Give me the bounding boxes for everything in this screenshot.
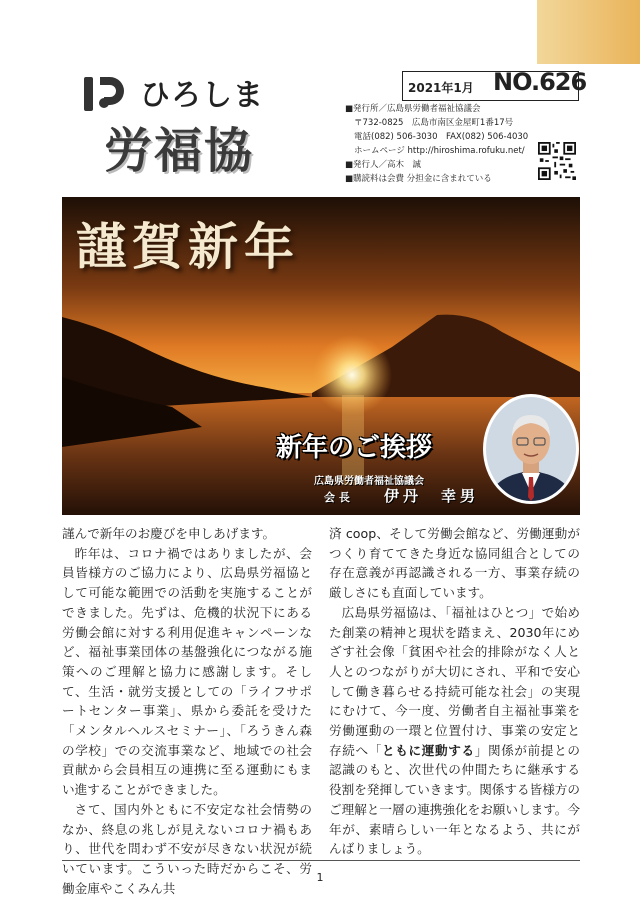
- issuer-line: ■発行人／高木 誠: [345, 160, 422, 170]
- paragraph: [329, 603, 580, 859]
- body-column-right: [329, 524, 580, 859]
- rofuku-logo-icon: [82, 73, 126, 113]
- sunset-photo: [62, 197, 580, 515]
- author-name: 伊丹 幸男: [384, 487, 480, 505]
- paragraph: 昨年は、コロナ禍ではありましたが、会員皆様方のご協力により、広島県労福協として可能な範囲での活動を実施することができました。先ずは、危機的状況下にある労働会館に対する利用促進キャンペーンなど、福祉事業団体の基盤強化につながる施策へのご理解と協力に感謝します。そして、生活・就労支援としての「ライフサポートセンター事業」、県から委託を受けた「メンタルヘルスセミナー」、「ろうきん森の学校」での交流事業など、地域での社会貢献から会員相互の連携に至る運動にもまい進することができました。: [62, 545, 312, 798]
- paragraph-text: 」関係が前提との認識のもと、次世代の仲間たちに継承する役割を発揮していきます。関係する皆様方のご理解と一層の連携強化をお願いします。今年が、素晴らしい一年となるよう、共にがんばりましょう。: [329, 742, 581, 857]
- issue-date: 2021年1月: [408, 81, 474, 95]
- address-line: 〒732-0825 広島市南区金屋町1番17号: [354, 118, 514, 128]
- logo-text-top: ひろしま: [140, 78, 264, 113]
- paragraph: さて、国内外ともに不安定な社会情勢のなか、終息の兆しが見えないコロナ禍もあり、世代を問わず不安が尽きない状況が続いています。こういった時だからこそ、労働金庫やこくみん共: [62, 801, 312, 896]
- greeting-heading: 新年のご挨拶: [276, 433, 433, 463]
- page-number: 1: [316, 871, 324, 884]
- qr-code-icon: [538, 142, 576, 180]
- organization-name: 広島県労働者福祉協議会: [314, 476, 424, 487]
- corner-decoration: [537, 0, 640, 64]
- author-role: 会 長: [324, 491, 350, 504]
- phone-line: 電話(082) 506-3030 FAX(082) 506-4030: [354, 132, 529, 142]
- paragraph: 謹んで新年のお慶びを申しあげます。: [62, 526, 276, 541]
- footer-divider: [62, 860, 580, 861]
- hero-title: 謹賀新年: [76, 217, 300, 276]
- subscription-line: ■購読料は会費 分担金に含まれている: [345, 174, 492, 184]
- logo-text-big: 労福協: [104, 123, 255, 179]
- body-column-left: [62, 524, 312, 898]
- publisher-line: ■発行所／広島県労働者福祉協議会: [345, 104, 481, 114]
- paragraph-text: 広島県労福協は、「福祉はひとつ」で始めた創業の精神と現状を踏まえ、2030年にめざす社会像「貧困や社会的排除がなく人と人とのつながりが大切にされ、平和で安心して働き暮らせる持続可能な社会」の実現にむけて、今一度、労働者自主福祉事業を労働運動の一環と位置付け、事業の安定と存続へ「: [329, 604, 580, 758]
- chairman-portrait: [482, 393, 580, 505]
- paragraph: 済 coop、そして労働会館など、労働運動がつくり育ててきた身近な協同組合としての存在意義が再認識される一方、事業存続の厳しさにも直面しています。: [329, 526, 580, 601]
- emphasis-phrase: ともに運動する: [381, 742, 475, 758]
- issue-number: NO.626: [493, 68, 587, 96]
- homepage-line: ホームページ http://hiroshima.rofuku.net/: [354, 146, 525, 156]
